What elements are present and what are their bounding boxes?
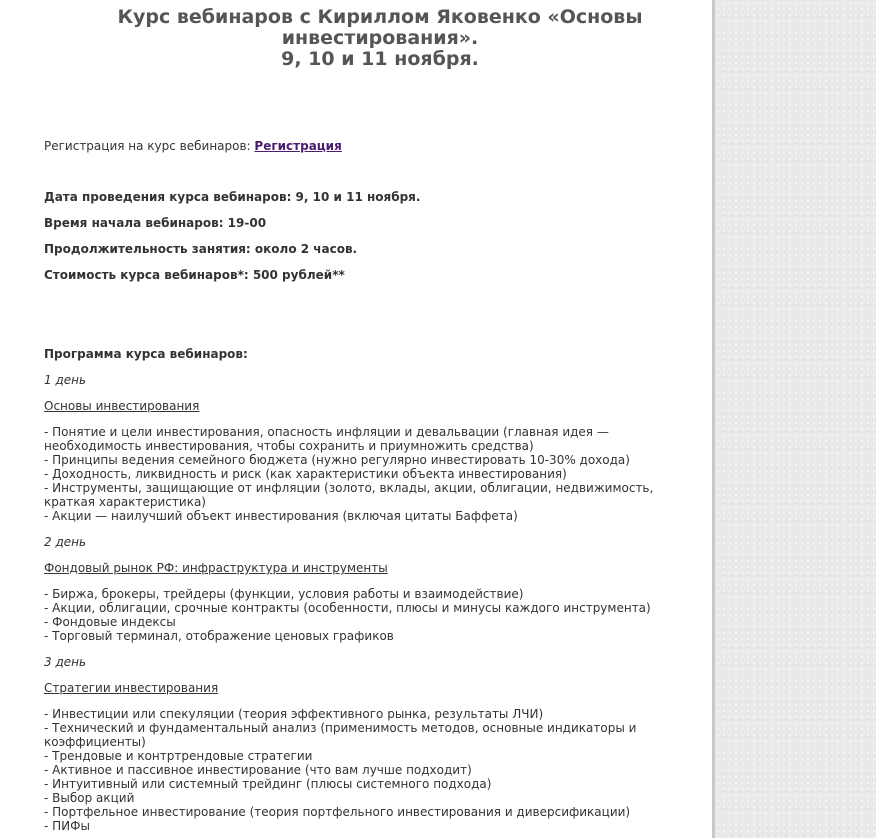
list-item: - Понятие и цели инвестирования, опасность инфляции и девальвации (главная идея — необходимость инвестирования, чтобы сохранить и приумножить средства)	[44, 425, 609, 453]
list-item: - Выбор акций	[44, 791, 135, 805]
title-line-2: инвестирования».	[281, 27, 479, 49]
registration-label: Регистрация на курс вебинаров:	[44, 139, 255, 153]
registration-link[interactable]: Регистрация	[254, 139, 342, 153]
title-line-1: Курс вебинаров с Кириллом Яковенко «Основы	[117, 6, 643, 28]
list-item: - Инвестиции или спекуляции (теория эффективного рынка, результаты ЛЧИ)	[44, 707, 544, 721]
list-item: - Трендовые и контртрендовые стратегии	[44, 749, 313, 763]
page-title	[0, 7, 760, 70]
list-item: - Принципы ведения семейного бюджета (нужно регулярно инвестировать 10-30% дохода)	[44, 453, 630, 467]
list-item: - Портфельное инвестирование (теория портфельного инвестирования и диверсификации)	[44, 805, 631, 819]
side-panel-background	[712, 0, 876, 838]
registration-line	[44, 139, 694, 153]
day-1-label: 1 день	[44, 373, 87, 387]
list-item: - Интуитивный или системный трейдинг (плюсы системного подхода)	[44, 777, 492, 791]
list-item: - Биржа, брокеры, трейдеры (функции, условия работы и взаимодействие)	[44, 587, 524, 601]
program-heading: Программа курса вебинаров:	[44, 347, 248, 361]
day-1-title: Основы инвестирования	[44, 399, 200, 413]
list-item: - ПИФы	[44, 819, 90, 833]
list-item: - Акции — наилучший объект инвестирования (включая цитаты Баффета)	[44, 509, 518, 523]
title-line-3: 9, 10 и 11 ноября.	[281, 48, 479, 70]
list-item: - Доходность, ликвидность и риск (как характеристики объекта инвестирования)	[44, 467, 567, 481]
day-3-title: Стратегии инвестирования	[44, 681, 219, 695]
list-item: - Активное и пассивное инвестирование (что вам лучше подходит)	[44, 763, 472, 777]
day-3-topics	[44, 707, 664, 833]
day-1-topics	[44, 425, 684, 523]
list-item: - Торговый терминал, отображение ценовых графиков	[44, 629, 394, 643]
day-3-label: 3 день	[44, 655, 87, 669]
list-item: - Инструменты, защищающие от инфляции (золото, вклады, акции, облигации, недвижимость, краткая характеристика)	[44, 481, 654, 509]
webinar-date: Дата проведения курса вебинаров: 9, 10 и 11 ноября.	[44, 190, 421, 204]
day-2-title: Фондовый рынок РФ: инфраструктура и инструменты	[44, 561, 388, 575]
list-item: - Акции, облигации, срочные контракты (особенности, плюсы и минусы каждого инструмента)	[44, 601, 651, 615]
webinar-price: Стоимость курса вебинаров*: 500 рублей**	[44, 268, 345, 282]
webinar-duration: Продолжительность занятия: около 2 часов.	[44, 242, 358, 256]
day-2-label: 2 день	[44, 535, 87, 549]
list-item: - Фондовые индексы	[44, 615, 176, 629]
day-2-topics	[44, 587, 694, 643]
webinar-start-time: Время начала вебинаров: 19-00	[44, 216, 267, 230]
list-item: - Технический и фундаментальный анализ (применимость методов, основные индикаторы и коэффициенты)	[44, 721, 637, 749]
